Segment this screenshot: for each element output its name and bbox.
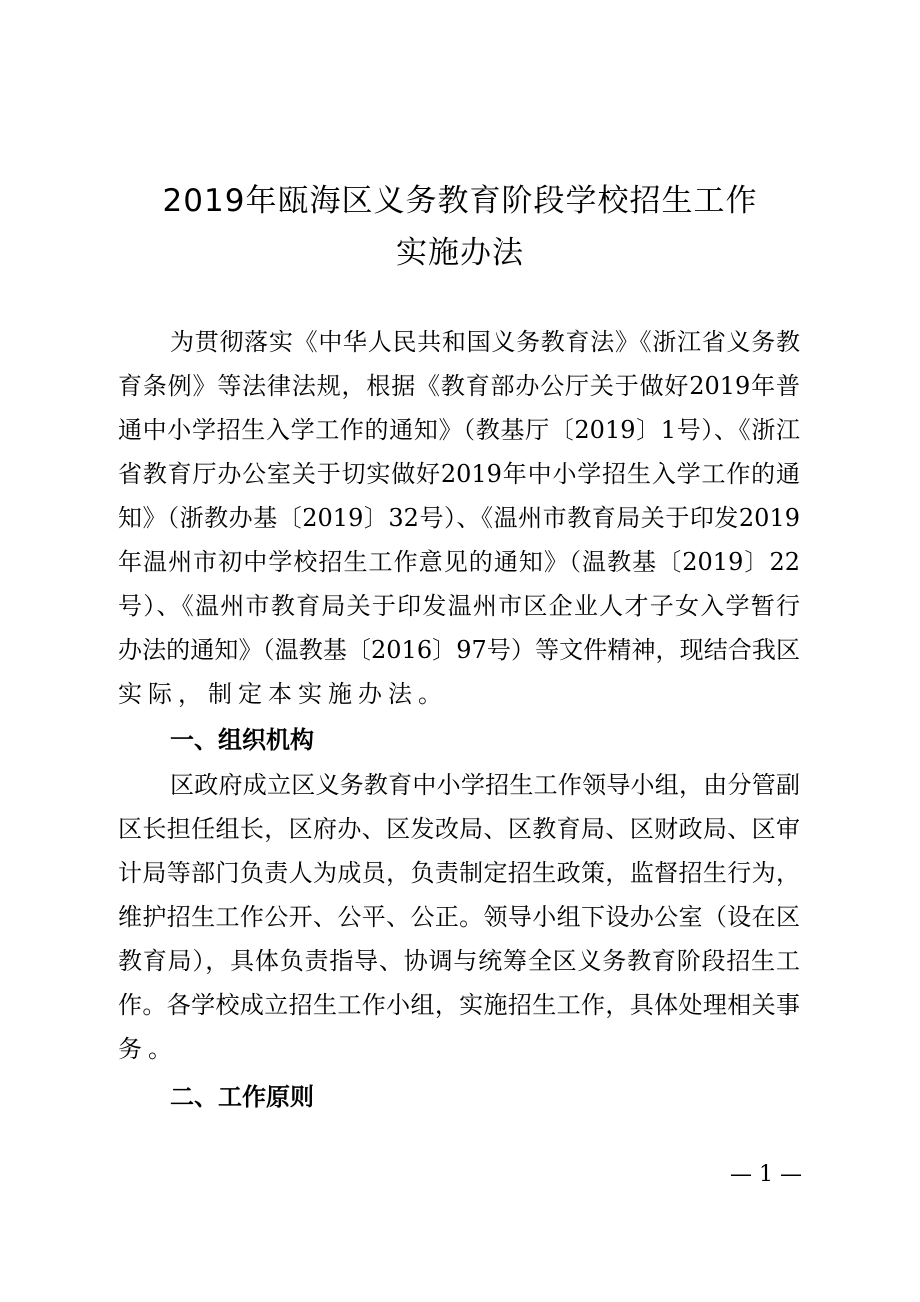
- document-title-line1: 2019年瓯海区义务教育阶段学校招生工作: [162, 183, 758, 219]
- paragraph-line: 作。各学校成立招生工作小组，实施招生工作，具体处理相关事: [118, 991, 800, 1019]
- paragraph-line: 通中小学招生入学工作的通知》（教基厅〔2019〕1号）、《浙江: [118, 416, 800, 444]
- paragraph-line: 育条例》等法律法规，根据《教育部办公厅关于做好2019年普: [118, 372, 800, 400]
- paragraph-line: 知》（浙教办基〔2019〕32号）、《温州市教育局关于印发2019: [118, 504, 800, 532]
- paragraph-line: 年温州市初中学校招生工作意见的通知》（温教基〔2019〕22: [118, 548, 800, 576]
- section-heading-principles: 二、工作原则: [170, 1083, 314, 1111]
- paragraph-line: 办法的通知》（温教基〔2016〕97号）等文件精神，现结合我区: [118, 636, 800, 664]
- document-title-line2: 实施办法: [396, 235, 524, 271]
- paragraph-line: 为贯彻落实《中华人民共和国义务教育法》《浙江省义务教: [170, 328, 800, 356]
- paragraph-line: 维护招生工作公开、公平、公正。领导小组下设办公室（设在区: [118, 903, 800, 931]
- paragraph-line: 号）、《温州市教育局关于印发温州市区企业人才子女入学暂行: [118, 592, 800, 620]
- page-number: — 1 —: [730, 1162, 802, 1187]
- paragraph-line: 务。: [118, 1035, 178, 1063]
- paragraph-line: 计局等部门负责人为成员，负责制定招生政策，监督招生行为，: [118, 859, 800, 887]
- paragraph-line: 区长担任组长，区府办、区发改局、区教育局、区财政局、区审: [118, 815, 800, 843]
- paragraph-line: 区政府成立区义务教育中小学招生工作领导小组，由分管副: [170, 771, 800, 799]
- paragraph-line: 教育局），具体负责指导、协调与统筹全区义务教育阶段招生工: [118, 947, 800, 975]
- paragraph-line: 省教育厅办公室关于切实做好2019年中小学招生入学工作的通: [118, 460, 800, 488]
- paragraph-line: 实际，制定本实施办法。: [118, 680, 448, 708]
- section-heading-organization: 一、组织机构: [170, 726, 314, 754]
